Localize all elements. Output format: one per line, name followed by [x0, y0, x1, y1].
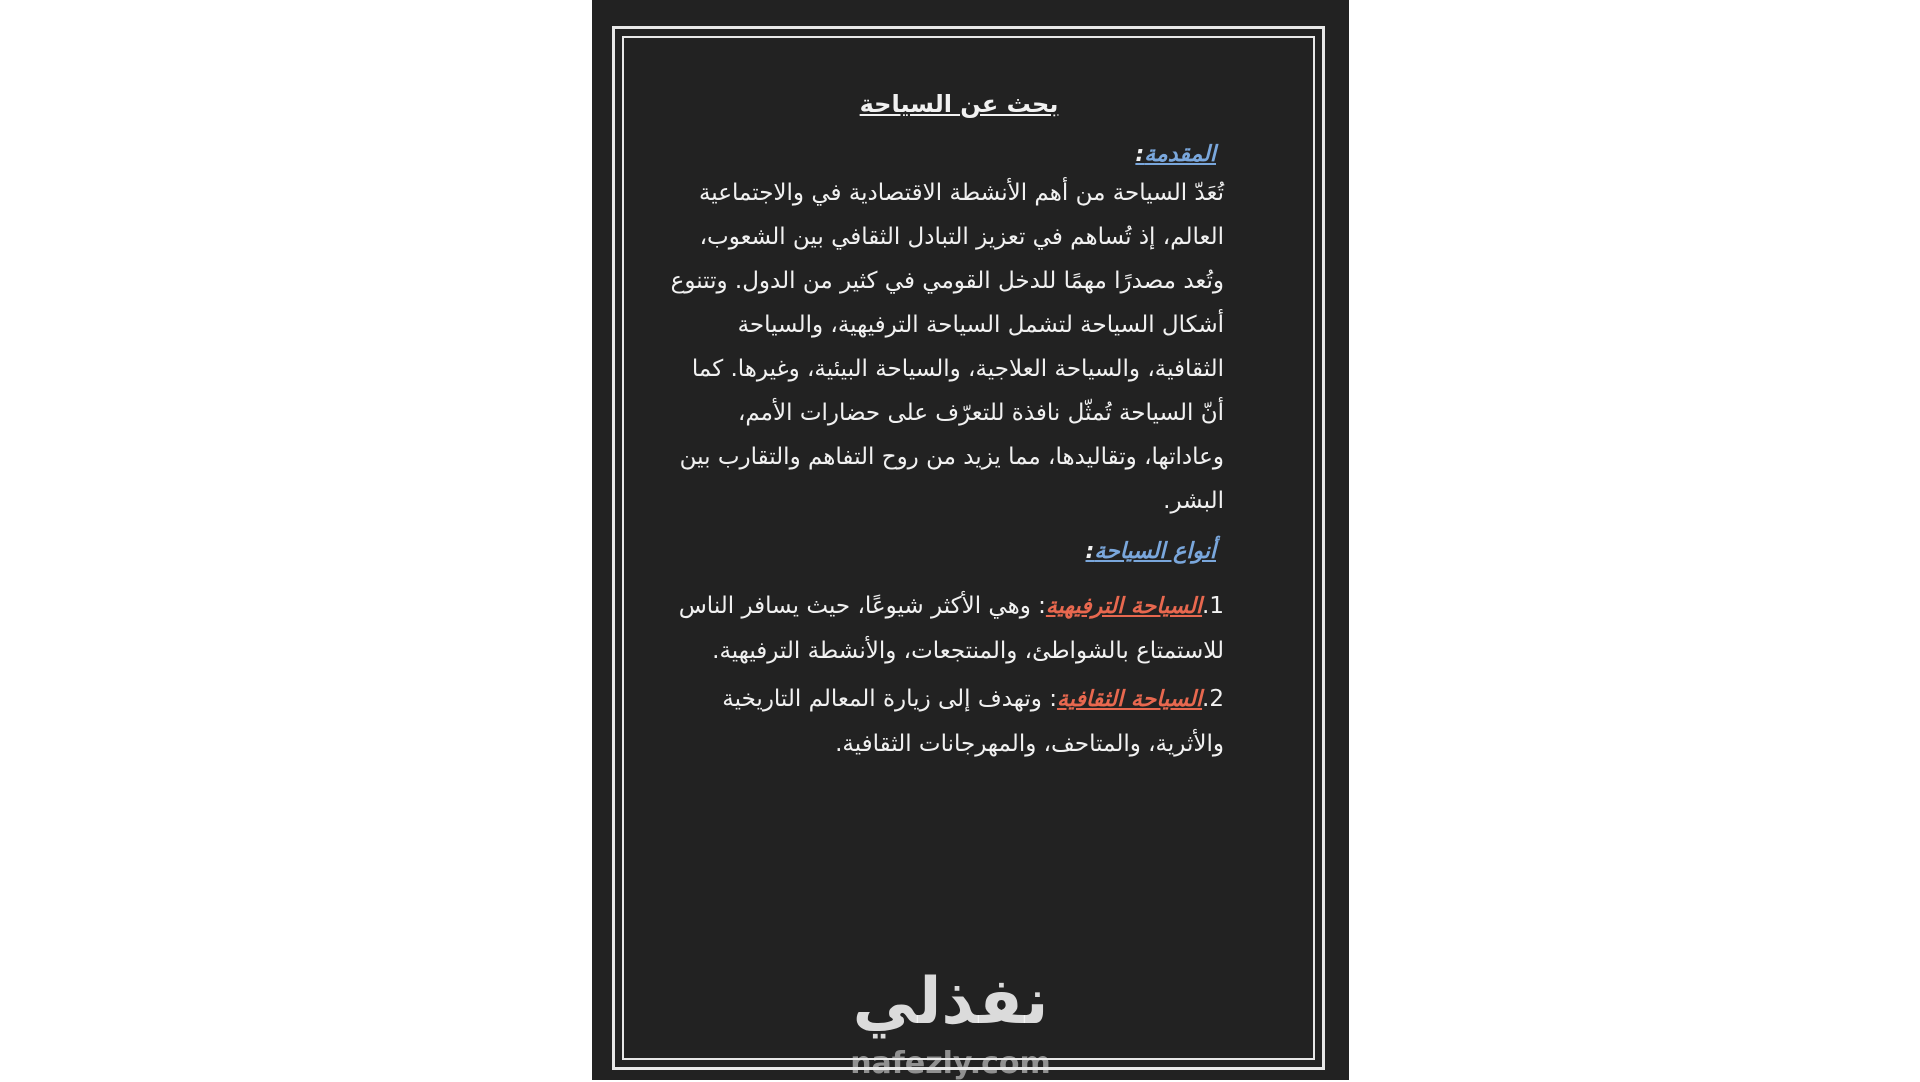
list-item [664, 584, 1224, 673]
intro-heading-text: المقدمة [1144, 142, 1216, 167]
intro-heading [664, 142, 1224, 167]
types-heading [664, 539, 1224, 564]
list-item-description: : وهي الأكثر شيوعًا، حيث يسافر الناس للاستمتاع بالشواطئ، والمنتجعات، والأنشطة الترفيهية. [678, 593, 1224, 664]
types-heading-text: أنواع السياحة [1094, 539, 1216, 564]
types-heading-colon: : [1085, 539, 1095, 564]
document-title: بحث عن السياحة [859, 90, 1059, 118]
list-item-description: : وتهدف إلى زيارة المعالم التاريخية والأثرية، والمتاحف، والمهرجانات الثقافية. [722, 686, 1224, 757]
intro-heading-colon: : [1135, 142, 1145, 167]
document-page [592, 0, 1349, 1080]
list-item-term: السياحة الثقافية [1056, 687, 1203, 712]
intro-paragraph: تُعَدّ السياحة من أهم الأنشطة الاقتصادية في والاجتماعية العالم، إذ تُساهم في تعزيز التبادل الثقافي بين الشعوب، وتُعد مصدرًا مهمًا للدخل القومي في كثير من الدول. وتتنوع أشكال السياحة لتشمل السياحة الترفيهية، والسياحة الثقافية، والسياحة العلاجية، والسياحة البيئية، وغيرها. كما أنّ السياحة تُمثّل نافذة للتعرّف على حضارات الأمم، وعاداتها، وتقاليدها، مما يزيد من روح التفاهم والتقارب بين البشر. [670, 180, 1224, 514]
list-item-term: السياحة الترفيهية [1045, 594, 1203, 619]
watermark-logo-arabic: نفذلي [852, 965, 1049, 1039]
tourism-types-list [664, 584, 1224, 766]
list-item [664, 677, 1224, 766]
list-item-number: 2. [1202, 686, 1224, 712]
document-content [664, 90, 1224, 770]
list-item-number: 1. [1202, 593, 1224, 619]
watermark-url: nafezly.com [850, 1046, 1051, 1081]
